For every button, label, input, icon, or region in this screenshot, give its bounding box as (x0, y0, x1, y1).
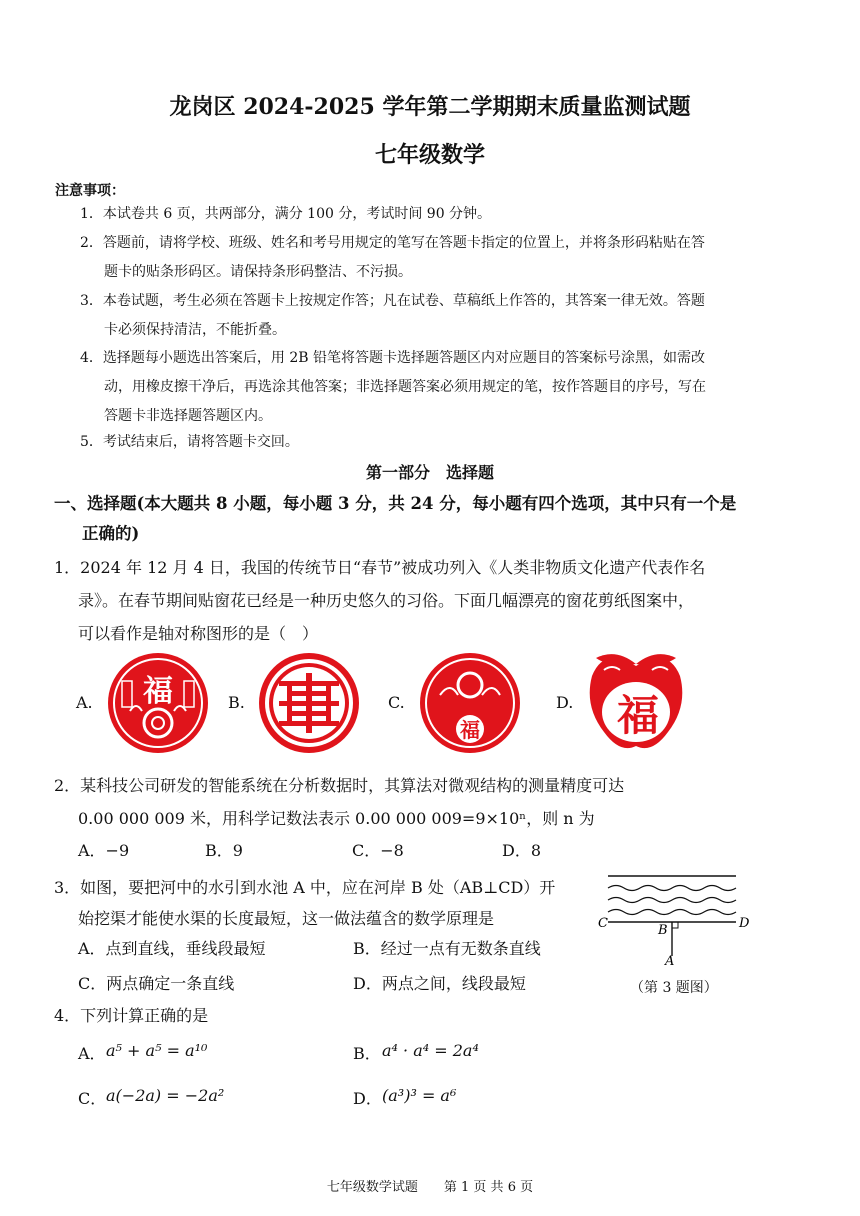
q1-option-c-label: C. (388, 693, 405, 712)
q1-line: 1．2024 年 12 月 4 日，我国的传统节日“春节”被成功列入《人类非物质文化遗产代表作名 (54, 558, 706, 577)
papercut-c-char: 福 (460, 718, 480, 742)
q3-line: 始挖渠才能使水渠的长度最短，这一做法蕴含的数学原理是 (78, 909, 495, 928)
q2-line: 0.00 000 009 米，用科学记数法表示 0.00 000 009=9×10ⁿ，则 n 为 (78, 809, 595, 828)
q4-option-a-label: A． (78, 1044, 106, 1063)
q2-line: 2．某科技公司研发的智能系统在分析数据时，其算法对微观结构的测量精度可达 (54, 776, 625, 795)
q4-option-d-expr: (a³)³ = a⁶ (382, 1086, 457, 1105)
fig-label-c: C (598, 916, 608, 931)
section-heading: 一、选择题(本大题共 8 小题，每小题 3 分，共 24 分，每小题有四个选项，其中只有一个是 (54, 494, 737, 513)
papercut-c-image (418, 651, 522, 755)
q4-option-c-expr: a(−2a) = −2a² (106, 1086, 225, 1105)
q4-option-b-expr: a⁴ · a⁴ = 2a⁴ (382, 1041, 479, 1060)
q3-option-a: A．点到直线，垂线段最短 (78, 939, 266, 958)
q3-option-d: D．两点之间，线段最短 (353, 974, 526, 993)
fig-label-b: B (658, 923, 668, 938)
notice-line: 5．考试结束后，请将答题卡交回。 (80, 434, 299, 450)
q3-option-b: B．经过一点有无数条直线 (353, 939, 541, 958)
page-footer: 七年级数学试题 第 1 页 共 6 页 (326, 1180, 534, 1195)
q4-option-d-label: D． (353, 1089, 382, 1108)
q2-option-d: D．8 (502, 841, 542, 860)
papercut-a-image (106, 651, 210, 755)
q1-option-a-label: A. (76, 693, 93, 712)
papercut-d-char: 福 (616, 691, 660, 740)
q2-option-b: B．9 (205, 841, 243, 860)
exam-subtitle: 七年级数学 (374, 142, 485, 168)
notice-line: 卡必须保持清洁，不能折叠。 (104, 322, 286, 338)
papercut-d-image (584, 646, 688, 758)
notice-line: 1．本试卷共 6 页，共两部分，满分 100 分，考试时间 90 分钟。 (80, 206, 492, 222)
q4-option-a-expr: a⁵ + a⁵ = a¹⁰ (106, 1041, 208, 1060)
q2-option-c: C．−8 (352, 841, 404, 860)
q4-option-b-label: B． (353, 1044, 381, 1063)
q4-option-c-label: C． (78, 1089, 107, 1108)
q1-option-d-label: D. (556, 693, 574, 712)
fig-label-d: D (739, 916, 750, 931)
fig-label-a: A (665, 954, 675, 968)
part1-title: 第一部分 选择题 (365, 463, 494, 482)
notice-line: 动，用橡皮擦干净后，再选涂其他答案；非选择题答案必须用规定的笔，按作答题目的序号，写在 (104, 379, 706, 395)
notice-line: 题卡的贴条形码区。请保持条形码整洁、不污损。 (104, 264, 412, 280)
q2-option-a: A．−9 (78, 841, 130, 860)
q1-option-b-label: B. (228, 693, 245, 712)
q1-line: 录》。在春节期间贴窗花已经是一种历史悠久的习俗。下面几幅漂亮的窗花剪纸图案中， (78, 591, 695, 610)
papercut-a-char: 福 (143, 674, 173, 709)
notice-heading: 注意事项： (55, 183, 125, 199)
exam-title: 龙岗区 2024-2025 学年第二学期期末质量监测试题 (169, 94, 691, 120)
q3-line: 3．如图，要把河中的水引到水池 A 中，应在河岸 B 处（AB⊥CD）开 (54, 878, 556, 897)
papercut-b-image (257, 651, 361, 755)
q1-line: 可以看作是轴对称图形的是（ ） (78, 624, 319, 643)
q4-stem: 4．下列计算正确的是 (54, 1006, 209, 1025)
q3-option-c: C．两点确定一条直线 (78, 974, 235, 993)
notice-line: 4．选择题每小题选出答案后，用 2B 铅笔将答题卡选择题答题区内对应题目的答案标号涂黑，如需改 (80, 350, 706, 366)
q3-figure (590, 868, 750, 968)
notice-line: 2．答题前，请将学校、班级、姓名和考号用规定的笔写在答题卡指定的位置上，并将条形码粘贴在答 (80, 235, 705, 251)
q3-figure-caption: （第 3 题图） (630, 980, 718, 996)
notice-line: 3．本卷试题，考生必须在答题卡上按规定作答；凡在试卷、草稿纸上作答的，其答案一律无效。答题 (80, 293, 705, 309)
notice-line: 答题卡非选择题答题区内。 (104, 408, 272, 424)
section-heading-cont: 正确的) (82, 524, 140, 543)
